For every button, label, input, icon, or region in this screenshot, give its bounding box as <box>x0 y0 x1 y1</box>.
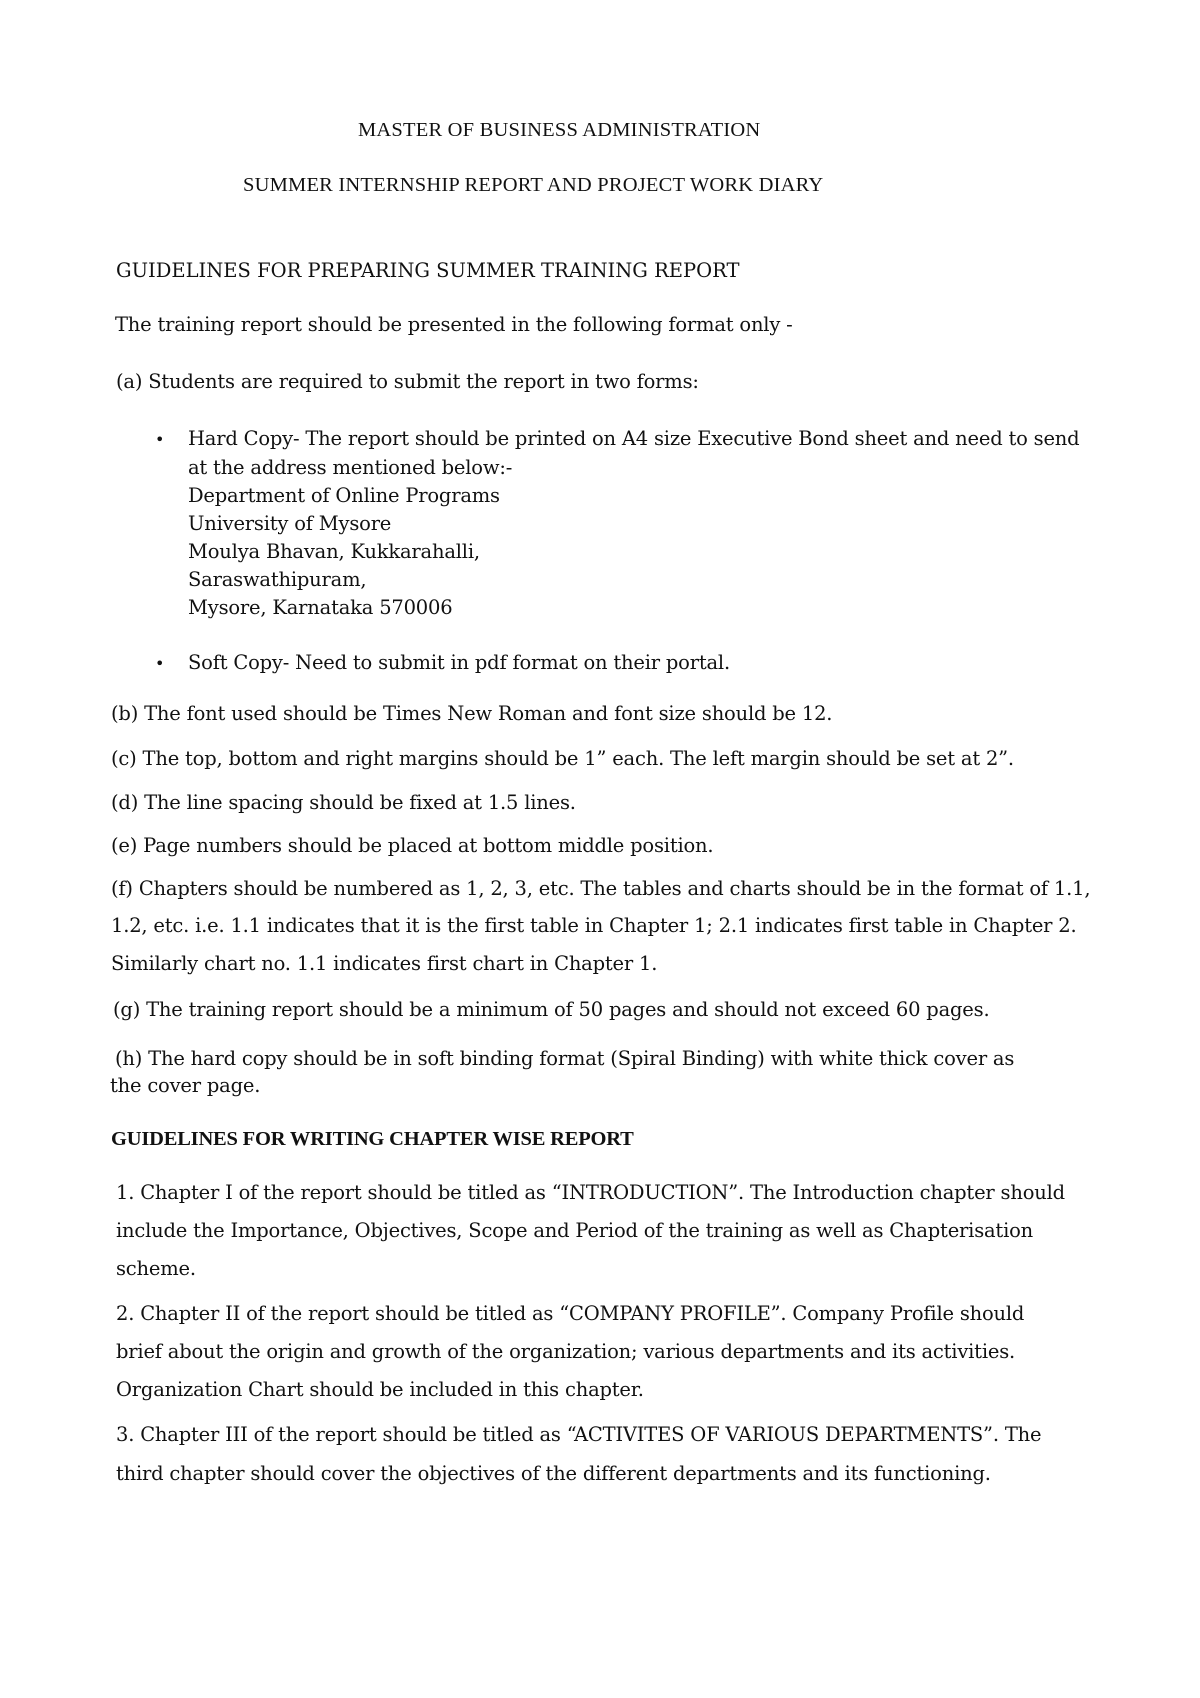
chapter-1-line: 1. Chapter I of the report should be titled as “INTRODUCTION”. The Introduction chapter should <box>116 1181 1065 1204</box>
document-subtitle: SUMMER INTERNSHIP REPORT AND PROJECT WORK DIARY <box>243 174 824 196</box>
guideline-item-b: (b) The font used should be Times New Roman and font size should be 12. <box>111 702 833 725</box>
section-heading-preparing-report: GUIDELINES FOR PREPARING SUMMER TRAINING REPORT <box>116 259 740 282</box>
hard-copy-line-2: at the address mentioned below:- <box>188 456 513 479</box>
guideline-item-c: (c) The top, bottom and right margins should be 1” each. The left margin should be set at 2”. <box>111 747 1014 770</box>
chapter-2-line: 2. Chapter II of the report should be titled as “COMPANY PROFILE”. Company Profile should <box>116 1302 1025 1325</box>
section-heading-chapter-wise: GUIDELINES FOR WRITING CHAPTER WISE REPORT <box>111 1128 634 1150</box>
address-line: Mysore, Karnataka 570006 <box>188 596 453 619</box>
chapter-3-line: third chapter should cover the objectives of the different departments and its functioning. <box>116 1462 991 1485</box>
guideline-item-h-line: the cover page. <box>110 1074 261 1097</box>
address-line: Moulya Bhavan, Kukkarahalli, <box>188 540 480 563</box>
hard-copy-line-1: Hard Copy- The report should be printed on A4 size Executive Bond sheet and need to send <box>188 427 1080 450</box>
guideline-item-f-line: (f) Chapters should be numbered as 1, 2, 3, etc. The tables and charts should be in the format of 1.1, <box>111 877 1091 900</box>
intro-paragraph: The training report should be presented in the following format only - <box>115 313 793 336</box>
guideline-item-f-line: Similarly chart no. 1.1 indicates first chart in Chapter 1. <box>111 952 658 975</box>
chapter-2-line: brief about the origin and growth of the organization; various departments and its activities. <box>116 1340 1015 1363</box>
guideline-item-h-line: (h) The hard copy should be in soft binding format (Spiral Binding) with white thick cover as <box>115 1047 1015 1070</box>
address-line: Department of Online Programs <box>188 484 500 507</box>
guideline-item-a: (a) Students are required to submit the report in two forms: <box>116 370 699 393</box>
guideline-item-g: (g) The training report should be a minimum of 50 pages and should not exceed 60 pages. <box>113 998 990 1021</box>
guideline-item-e: (e) Page numbers should be placed at bottom middle position. <box>111 834 714 857</box>
soft-copy-line: Soft Copy- Need to submit in pdf format on their portal. <box>188 651 730 674</box>
guideline-item-f-line: 1.2, etc. i.e. 1.1 indicates that it is the first table in Chapter 1; 2.1 indicates first table in Chapter 2. <box>111 914 1077 937</box>
bullet-hard-copy: • <box>155 430 165 449</box>
chapter-1-line: scheme. <box>116 1257 196 1280</box>
bullet-soft-copy: • <box>155 654 165 673</box>
address-line: University of Mysore <box>188 512 392 535</box>
address-line: Saraswathipuram, <box>188 568 367 591</box>
guideline-item-d: (d) The line spacing should be fixed at 1.5 lines. <box>111 791 576 814</box>
chapter-3-line: 3. Chapter III of the report should be titled as “ACTIVITES OF VARIOUS DEPARTMENTS”. The <box>116 1423 1042 1446</box>
document-title: MASTER OF BUSINESS ADMINISTRATION <box>358 119 761 141</box>
chapter-1-line: include the Importance, Objectives, Scope and Period of the training as well as Chapterisation <box>116 1219 1034 1242</box>
chapter-2-line: Organization Chart should be included in this chapter. <box>116 1378 644 1401</box>
